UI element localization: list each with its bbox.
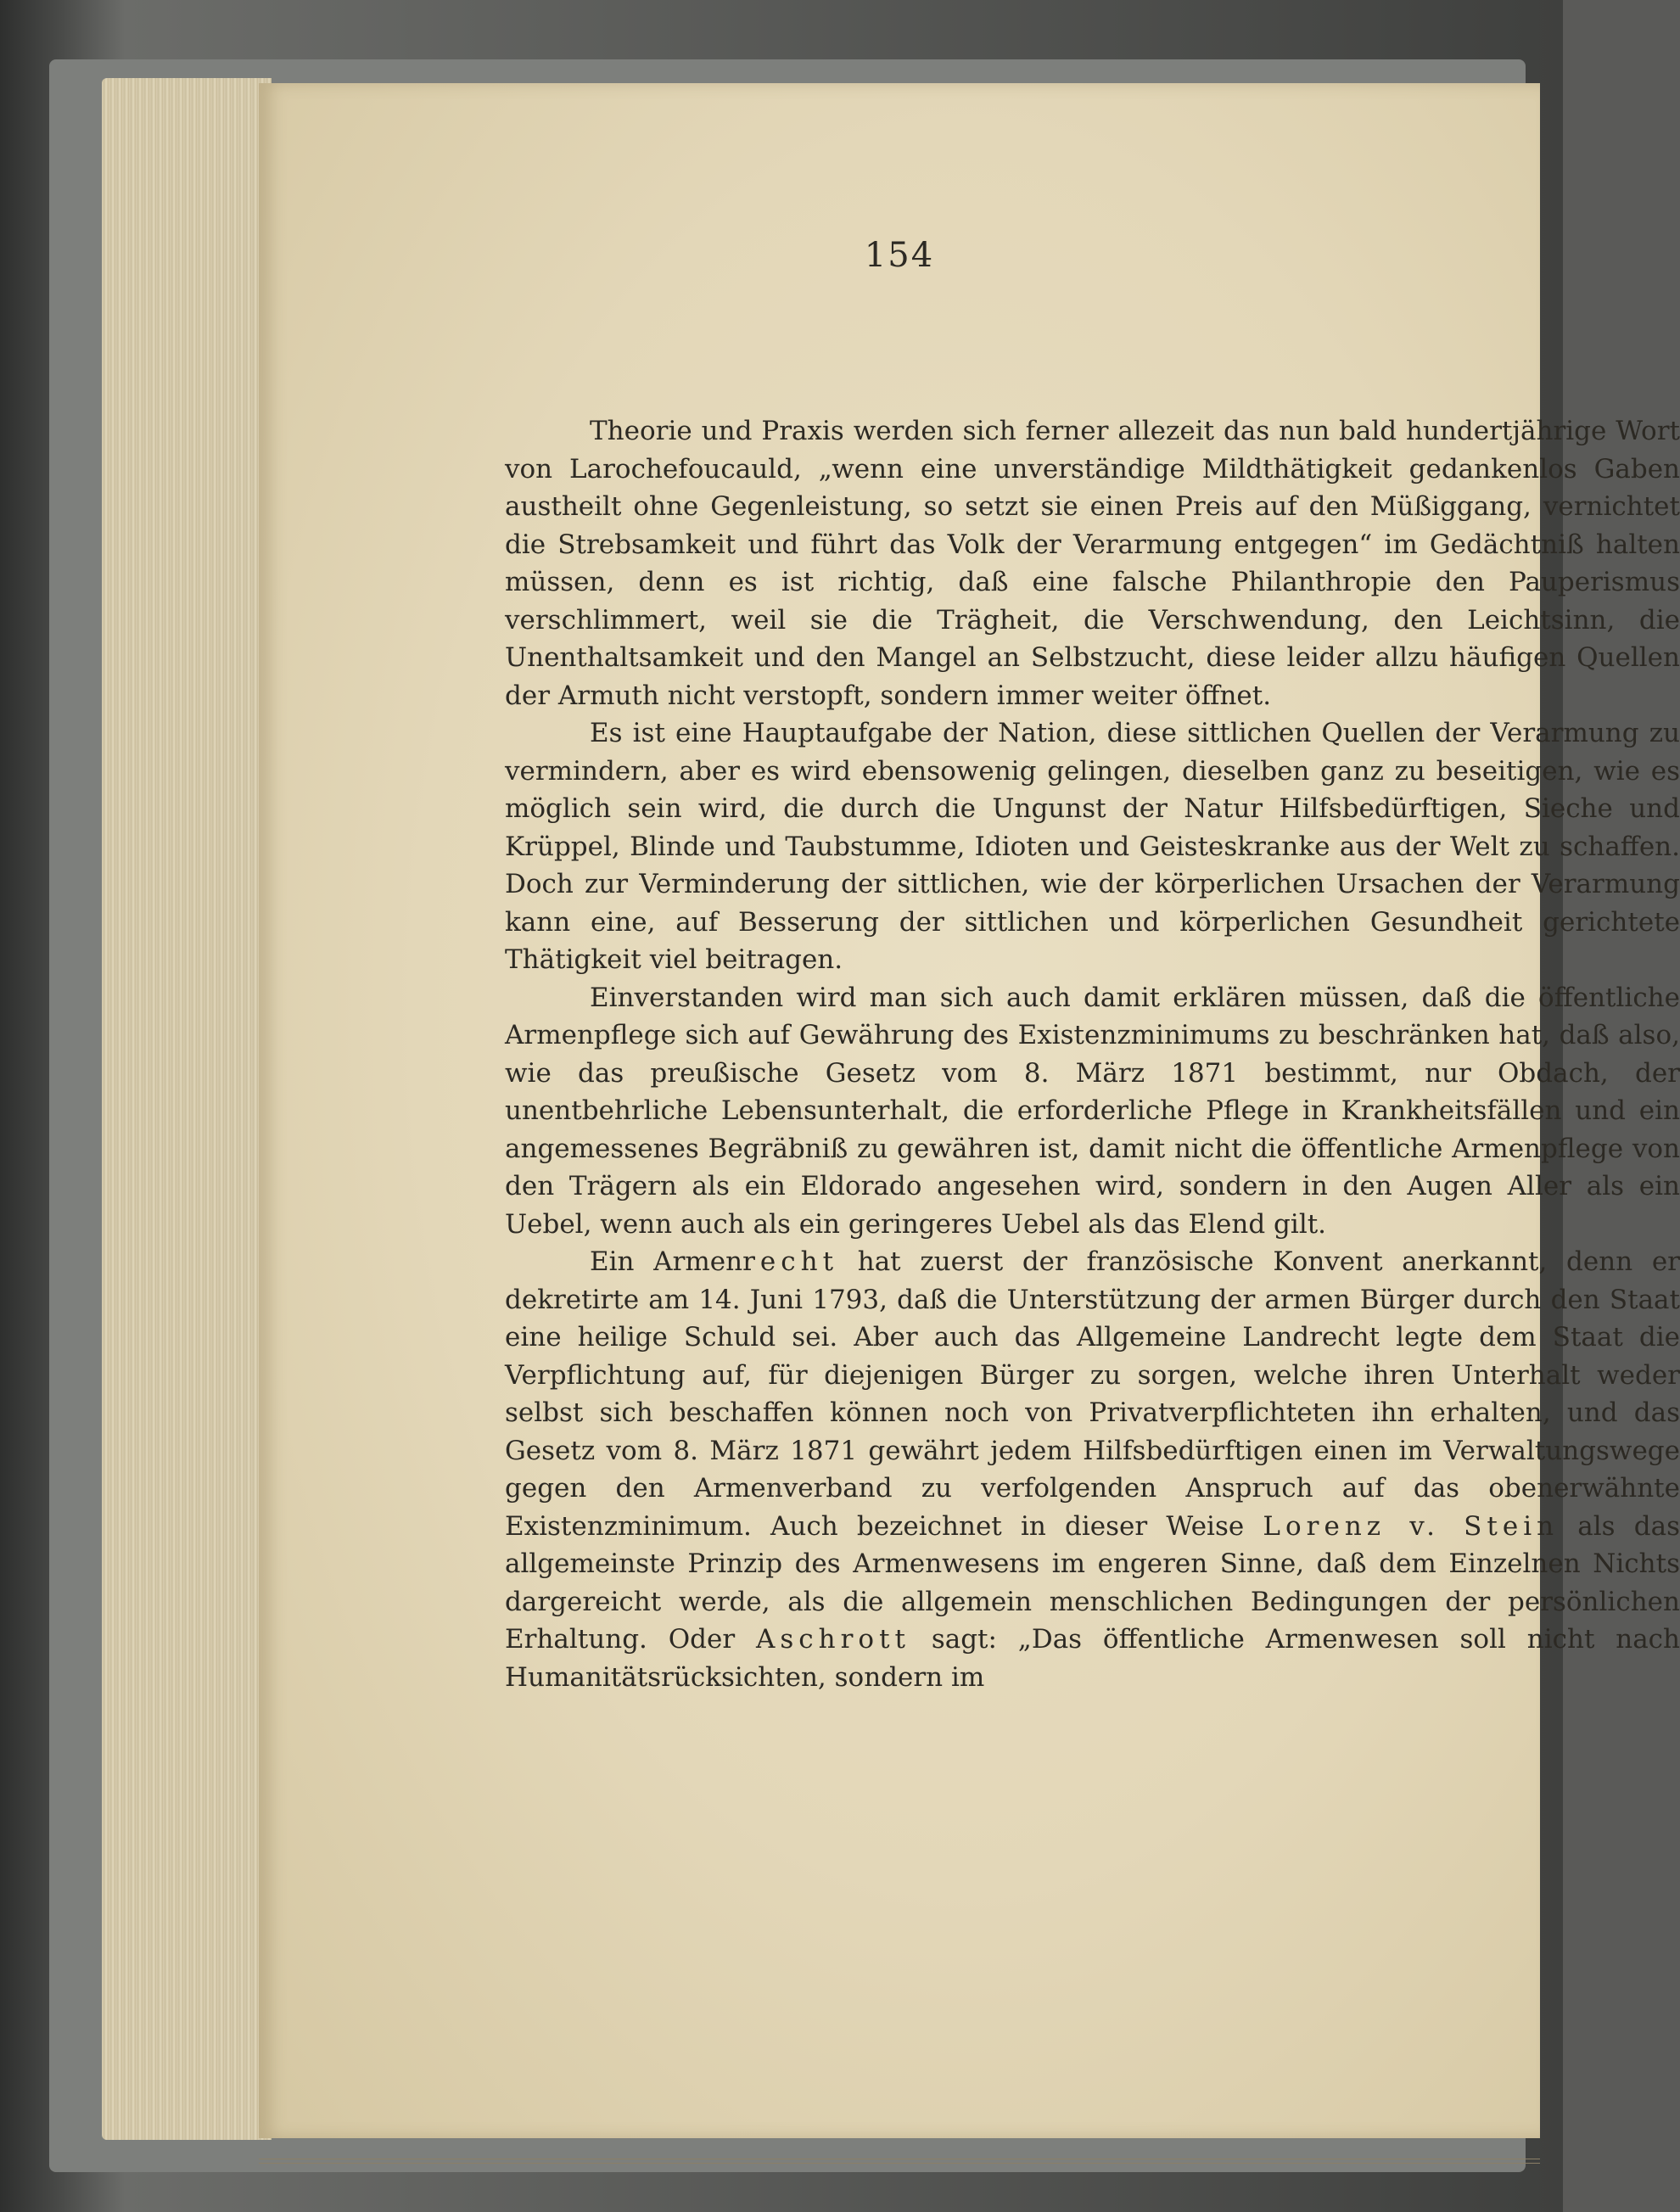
emphasis-aschrott: Aschrott bbox=[755, 1624, 910, 1655]
paragraph-3: Einverstanden wird man sich auch damit erklären müssen, daß die öffentliche Armenpflege sich auf Gewährung des Existenzminimums zu beschränken hat, daß also, wie das preußische Gesetz vom 8. März 1871 bestimmt, nur Obdach, der unentbehrliche Lebensunterhalt, die erforderliche Pflege in Krankheitsfällen und ein angemessenes Begräbniß zu gewähren ist, damit nicht die öffentliche Armenpflege von den Trägern als ein Eldorado angesehen wird, sondern in den Augen Aller als ein Uebel, wenn auch als ein geringeres Uebel als das Elend gilt. bbox=[505, 982, 1680, 1240]
paragraph-4-part-3: als das allgemeinste Prinzip des Armenwesens im engeren Sinne, daß dem Einzelnen Nichts dargereicht werde, als die allgemein menschlichen Bedingungen der persönlichen Erhaltung. Oder bbox=[505, 1510, 1680, 1655]
paragraph-4-part-1: Ein Armen bbox=[590, 1246, 743, 1277]
page-edges bbox=[102, 78, 272, 2140]
emphasis-recht: recht bbox=[742, 1246, 839, 1277]
book-page bbox=[259, 83, 1680, 2138]
paragraph-2: Es ist eine Hauptaufgabe der Nation, diese sittlichen Quellen der Verarmung zu vermindern, aber es wird ebensowenig gelingen, dieselben ganz zu beseitigen, wie es möglich sein wird, die durch die Ungunst der Natur Hilfsbedürftigen, Sieche und Krüppel, Blinde und Taubstumme, Idioten und Geisteskranke aus der Welt zu schaffen. Doch zur Verminderung der sittlichen, wie der körperlichen Ursachen der Verarmung kann eine, auf Besserung der sittlichen und körperlichen Gesundheit gerichtete Thätigkeit viel beitragen. bbox=[505, 718, 1680, 975]
bottom-rule bbox=[259, 2159, 1540, 2164]
paragraph-4-part-4: sagt: „Das öffentliche Armenwesen soll nicht nach Humanitätsrücksichten, sondern im bbox=[505, 1624, 1680, 1693]
body-text bbox=[505, 412, 1680, 1696]
emphasis-lorenz-v-stein: Lorenz v. Stein bbox=[1263, 1510, 1560, 1542]
paragraph-4-part-2: hat zuerst der französische Konvent anerkannt, denn er dekretirte am 14. Juni 1793, daß die Unterstützung der armen Bürger durch den Staat eine heilige Schuld sei. Aber auch das Allgemeine Landrecht legte dem Staat die Verpflichtung auf, für diejenigen Bürger zu sorgen, welche ihren Unterhalt weder selbst sich beschaffen können noch von Privatverpflichteten ihn erhalten, und das Gesetz vom 8. März 1871 gewährt jedem Hilfsbedürftigen einen im Verwaltungswege gegen den Armenverband zu verfolgenden Anspruch auf das obenerwähnte Existenzminimum. Auch bezeichnet in dieser Weise bbox=[505, 1246, 1680, 1542]
page-number: 154 bbox=[864, 236, 935, 275]
paragraph-4 bbox=[505, 1243, 1680, 1696]
paragraph-1: Theorie und Praxis werden sich ferner allezeit das nun bald hundertjährige Wort von Larochefoucauld, „wenn eine unverständige Mildthätigkeit gedankenlos Gaben austheilt ohne Gegenleistung, so setzt sie einen Preis auf den Müßiggang, vernichtet die Strebsamkeit und führt das Volk der Verarmung entgegen“ im Gedächtniß halten müssen, denn es ist richtig, daß eine falsche Philanthropie den Pauperismus verschlimmert, weil sie die Trägheit, die Verschwendung, den Leichtsinn, die Unenthaltsamkeit und den Mangel an Selbstzucht, diese leider allzu häufigen Quellen der Armuth nicht verstopft, sondern immer weiter öffnet. bbox=[505, 416, 1680, 711]
